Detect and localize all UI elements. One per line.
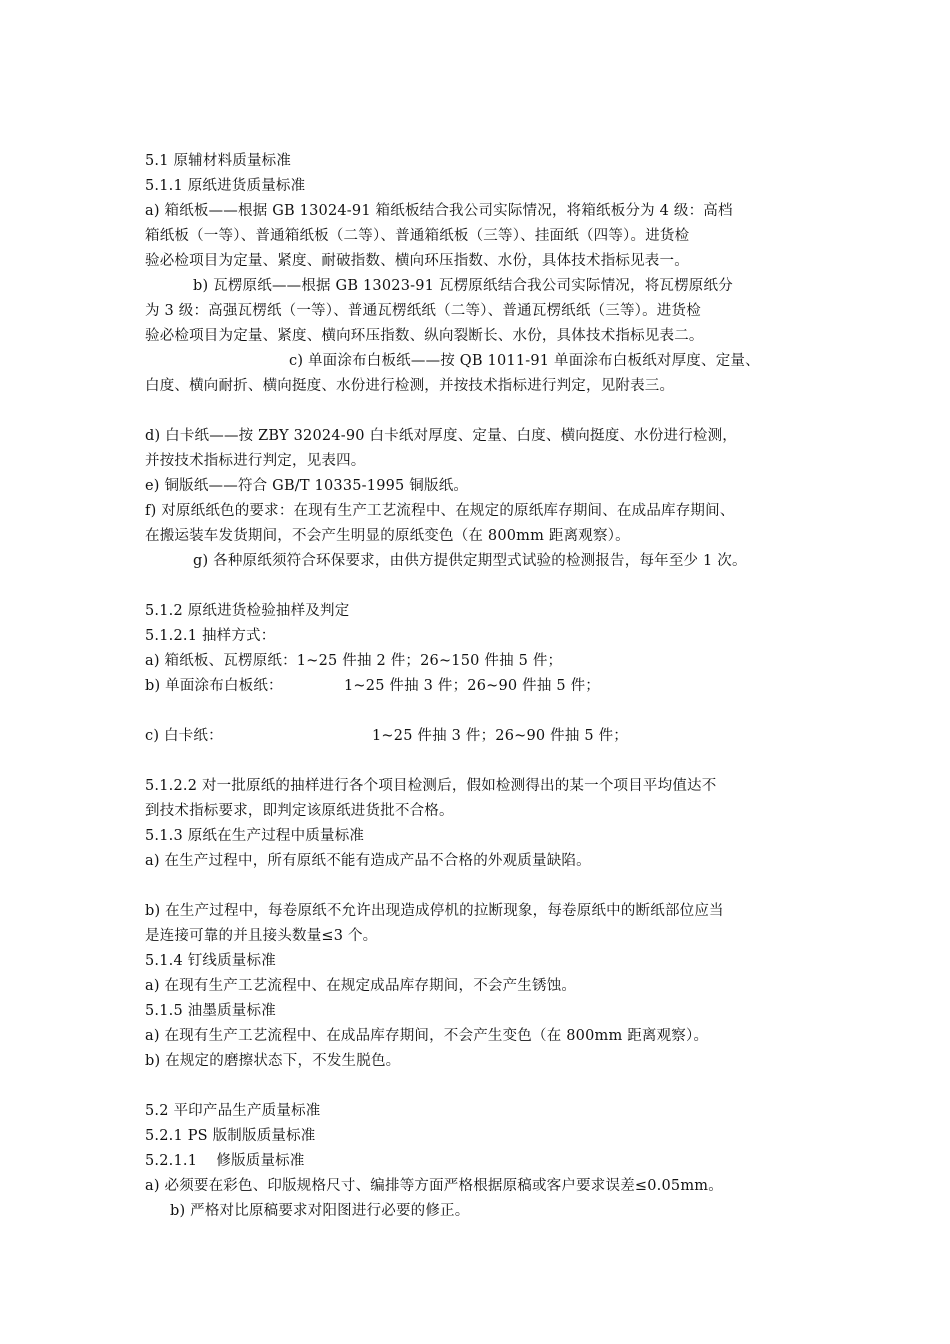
section-5-1-2-1-heading: 5.1.2.1 抽样方式： [145, 628, 276, 644]
section-5-1-3-heading: 5.1.3 原纸在生产过程中质量标准 [145, 828, 365, 844]
section-5-1-3-b-line-1: b) 在生产过程中，每卷原纸不允许出现造成停机的拉断现象，每卷原纸中的断纸部位应当 [145, 903, 724, 919]
section-5-1-heading: 5.1 原辅材料质量标准 [145, 153, 292, 169]
section-5-1-5-a: a) 在现有生产工艺流程中、在成品库存期间，不会产生变色（在 800mm 距离观察）。 [145, 1028, 709, 1044]
paragraph-a-line-3: 验必检项目为定量、紧度、耐破指数、横向环压指数、水份，具体技术指标见表一。 [145, 253, 689, 269]
paragraph-f-line-1: f) 对原纸纸色的要求：在现有生产工艺流程中、在规定的原纸库存期间、在成品库存期间、 [145, 503, 735, 519]
sampling-c-value: 1~25 件抽 3 件；26~90 件抽 5 件； [372, 728, 628, 744]
paragraph-f-line-2: 在搬运装车发货期间，不会产生明显的原纸变色（在 800mm 距离观察）。 [145, 528, 630, 544]
paragraph-b-line-1: b) 瓦楞原纸——根据 GB 13023-91 瓦楞原纸结合我公司实际情况，将瓦楞原纸分 [193, 278, 733, 294]
paragraph-c-line-1: c) 单面涂布白板纸——按 QB 1011-91 单面涂布白板纸对厚度、定量、 [289, 353, 760, 369]
section-5-1-3-a: a) 在生产过程中，所有原纸不能有造成产品不合格的外观质量缺陷。 [145, 853, 591, 869]
paragraph-d-line-2: 并按技术指标进行判定，见表四。 [145, 453, 366, 469]
paragraph-b-line-2: 为 3 级：高强瓦楞纸（一等）、普通瓦楞纸纸（二等）、普通瓦楞纸纸（三等）。进货检 [145, 303, 701, 319]
paragraph-e-line-1: e) 铜版纸——符合 GB/T 10335-1995 铜版纸。 [145, 478, 469, 494]
section-5-1-2-2-line-2: 到技术指标要求，即判定该原纸进货批不合格。 [145, 803, 454, 819]
paragraph-d-line-1: d) 白卡纸——按 ZBY 32024-90 白卡纸对厚度、定量、白度、横向挺度、水份进行检测， [145, 428, 737, 444]
sampling-b-label: b) 单面涂布白板纸： [145, 678, 283, 694]
paragraph-a-line-2: 箱纸板（一等）、普通箱纸板（二等）、普通箱纸板（三等）、挂面纸（四等）。进货检 [145, 228, 690, 244]
sampling-a: a) 箱纸板、瓦楞原纸：1~25 件抽 2 件；26~150 件抽 5 件； [145, 653, 563, 669]
section-5-2-heading: 5.2 平印产品生产质量标准 [145, 1103, 321, 1119]
section-5-1-2-2-line-1: 5.1.2.2 对一批原纸的抽样进行各个项目检测后，假如检测得出的某一个项目平均值达不 [145, 778, 717, 794]
section-5-1-4-a: a) 在现有生产工艺流程中、在规定成品库存期间，不会产生锈蚀。 [145, 978, 577, 994]
section-5-1-3-b-line-2: 是连接可靠的并且接头数量≤3 个。 [145, 928, 378, 944]
section-5-2-1-1-b: b) 严格对比原稿要求对阳图进行必要的修正。 [170, 1203, 470, 1219]
section-5-2-1-1-a: a) 必须要在彩色、印版规格尺寸、编排等方面严格根据原稿或客户要求误差≤0.05mm。 [145, 1178, 723, 1194]
paragraph-c-line-2: 白度、横向耐折、横向挺度、水份进行检测，并按技术指标进行判定，见附表三。 [145, 378, 675, 394]
paragraph-g-line-1: g) 各种原纸须符合环保要求，由供方提供定期型式试验的检测报告，每年至少 1 次。 [193, 553, 747, 569]
section-5-2-1-1-heading: 5.2.1.1 修版质量标准 [145, 1153, 305, 1169]
paragraph-b-line-3: 验必检项目为定量、紧度、横向环压指数、纵向裂断长、水份，具体技术指标见表二。 [145, 328, 704, 344]
sampling-b-value: 1~25 件抽 3 件；26~90 件抽 5 件； [344, 678, 600, 694]
section-5-1-2-heading: 5.1.2 原纸进货检验抽样及判定 [145, 603, 350, 619]
sampling-c-label: c) 白卡纸： [145, 728, 223, 744]
section-5-1-4-heading: 5.1.4 钉线质量标准 [145, 953, 276, 969]
section-5-1-5-b: b) 在规定的磨擦状态下，不发生脱色。 [145, 1053, 401, 1069]
section-5-1-1-heading: 5.1.1 原纸进货质量标准 [145, 178, 306, 194]
section-5-1-5-heading: 5.1.5 油墨质量标准 [145, 1003, 276, 1019]
section-5-2-1-heading: 5.2.1 PS 版制版质量标准 [145, 1128, 316, 1144]
paragraph-a-line-1: a) 箱纸板——根据 GB 13024-91 箱纸板结合我公司实际情况，将箱纸板分为 4 级：高档 [145, 203, 733, 219]
